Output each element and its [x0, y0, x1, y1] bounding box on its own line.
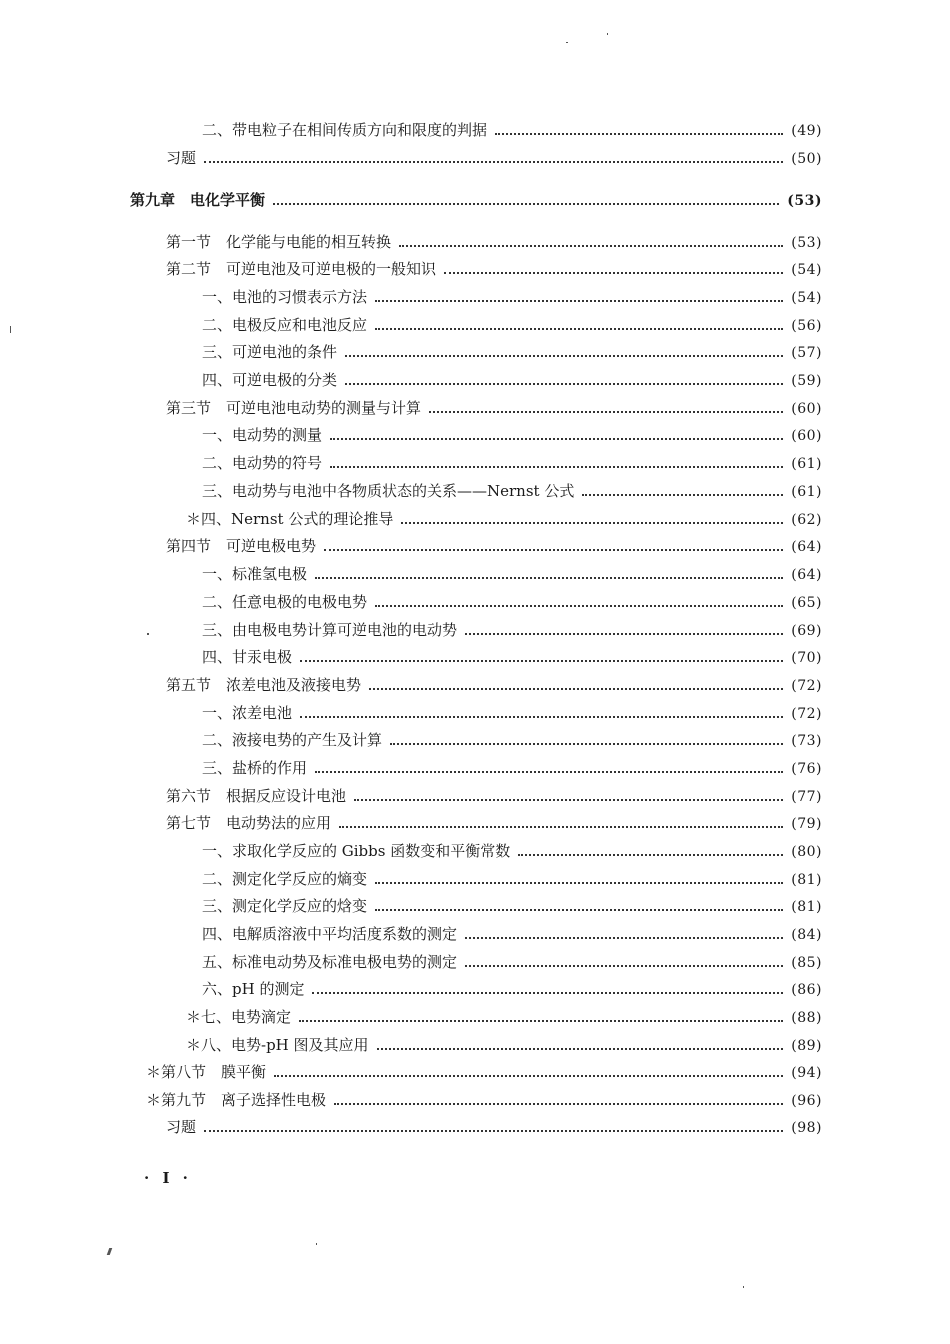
toc-entry-page: (72): [791, 706, 822, 722]
toc-entry-page: (61): [791, 456, 822, 472]
toc-entry-label: 三、由电极电势计算可逆电池的电动势: [202, 621, 458, 639]
toc-entry-label: 第五节 浓差电池及液接电势: [166, 676, 362, 694]
dot-leader: [339, 826, 783, 828]
toc-entry-label: 三、盐桥的作用: [202, 759, 308, 777]
toc-entry-label: ＊第九节 离子选择性电极: [146, 1091, 327, 1109]
dot-leader: [465, 965, 783, 967]
toc-entry-label: 六、pH 的测定: [202, 980, 305, 998]
toc-entry-label: 第六节 根据反应设计电池: [166, 787, 347, 805]
dot-leader: [465, 633, 783, 635]
dot-leader: [300, 716, 783, 718]
toc-entry-label: 第七节 电动势法的应用: [166, 814, 332, 832]
dot-leader: [518, 854, 783, 856]
toc-entry-page: (72): [791, 678, 822, 694]
dot-leader: [274, 1075, 783, 1077]
toc-entry-page: (84): [791, 927, 822, 943]
scan-speck: [743, 1286, 744, 1288]
toc-entry-label: 习题: [166, 149, 197, 167]
toc-entry: [202, 592, 822, 613]
dot-leader: [204, 1130, 783, 1132]
toc-entry-page: (79): [791, 816, 822, 832]
toc-entry-label: 三、电动势与电池中各物质状态的关系——Nernst 公式: [202, 482, 575, 500]
toc-entry-page: (64): [791, 567, 822, 583]
dot-leader: [273, 203, 779, 205]
toc-entry: [202, 370, 822, 391]
toc-entry-page: (49): [791, 123, 822, 139]
dot-leader: [299, 1020, 783, 1022]
toc-entry-page: (88): [791, 1010, 822, 1026]
dot-leader: [204, 161, 783, 163]
toc-entry-label: 二、电极反应和电池反应: [202, 316, 368, 334]
dot-leader: [401, 522, 783, 524]
toc-entry-page: (81): [791, 899, 822, 915]
toc-entry-label: 一、电池的习惯表示方法: [202, 288, 368, 306]
toc-entry: [202, 924, 822, 945]
toc-entry-label: 第三节 可逆电池电动势的测量与计算: [166, 399, 422, 417]
toc-entry: [166, 786, 822, 807]
toc-entry-page: (94): [791, 1065, 822, 1081]
dot-leader: [300, 660, 783, 662]
dot-leader: [375, 300, 783, 302]
toc-entry-page: (65): [791, 595, 822, 611]
toc-entry-label: 四、电解质溶液中平均活度系数的测定: [202, 925, 458, 943]
toc-entry-label: 第四节 可逆电极电势: [166, 537, 317, 555]
toc-entry-page: (89): [791, 1038, 822, 1054]
dot-leader: [444, 272, 783, 274]
scan-speck: [566, 42, 568, 43]
toc-entry: [166, 813, 822, 834]
toc-entry: [202, 647, 822, 668]
dot-leader: [375, 328, 783, 330]
toc-entry-label: 四、甘汞电极: [202, 648, 293, 666]
dot-leader: [369, 688, 783, 690]
toc-entry: [202, 120, 822, 141]
scan-speck: [147, 633, 149, 635]
toc-entry: [202, 564, 822, 585]
dot-leader: [345, 355, 783, 357]
toc-entry-label: 一、浓差电池: [202, 704, 293, 722]
toc-entry-label: 第九章 电化学平衡: [130, 191, 266, 209]
dot-leader: [330, 438, 783, 440]
toc-entry-label: 第一节 化学能与电能的相互转换: [166, 233, 392, 251]
toc-entry-label: 三、测定化学反应的焓变: [202, 897, 368, 915]
toc-entry-label: 三、可逆电池的条件: [202, 343, 338, 361]
toc-entry-page: (59): [791, 373, 822, 389]
toc-entry-page: (70): [791, 650, 822, 666]
toc-entry: [166, 675, 822, 696]
page-number: · I ·: [144, 1169, 192, 1187]
toc-entry-label: 一、求取化学反应的 Gibbs 函数变和平衡常数: [202, 842, 511, 860]
toc-entry-label: 一、标准氢电极: [202, 565, 308, 583]
dot-leader: [334, 1103, 783, 1105]
toc-entry: [166, 1117, 822, 1138]
toc-entry-label: 二、测定化学反应的熵变: [202, 870, 368, 888]
dot-leader: [315, 771, 783, 773]
toc-entry-label: ＊八、电势-pH 图及其应用: [186, 1036, 369, 1054]
toc-entry-page: (96): [791, 1093, 822, 1109]
toc-entry: [202, 730, 822, 751]
toc-entry: [202, 896, 822, 917]
toc-chapter: [130, 190, 822, 211]
toc-entry-label: 二、电动势的符号: [202, 454, 323, 472]
dot-leader: [315, 577, 783, 579]
toc-entry-page: (85): [791, 955, 822, 971]
toc-entry: [146, 1090, 822, 1111]
toc-entry-page: (76): [791, 761, 822, 777]
toc-entry: [202, 703, 822, 724]
toc-entry-page: (60): [791, 401, 822, 417]
toc-entry: [202, 453, 822, 474]
toc-entry: [202, 342, 822, 363]
toc-entry-page: (53): [787, 193, 822, 209]
dot-leader: [354, 799, 783, 801]
scan-speck: [607, 33, 608, 35]
dot-leader: [375, 605, 783, 607]
dot-leader: [312, 992, 783, 994]
toc-entry: [166, 232, 822, 253]
toc-entry-label: 第二节 可逆电池及可逆电极的一般知识: [166, 260, 437, 278]
dot-leader: [465, 937, 783, 939]
toc-entry-page: (64): [791, 539, 822, 555]
toc-entry-page: (54): [791, 290, 822, 306]
toc-entry-page: (50): [791, 151, 822, 167]
toc-entry-label: 四、可逆电极的分类: [202, 371, 338, 389]
dot-leader: [375, 882, 783, 884]
toc-entry: [146, 1062, 822, 1083]
toc-entry: [166, 148, 822, 169]
toc-entry: [202, 841, 822, 862]
toc-entry-page: (61): [791, 484, 822, 500]
toc-entry: [202, 758, 822, 779]
toc-entry-label: ＊四、Nernst 公式的理论推导: [186, 510, 394, 528]
dot-leader: [390, 743, 783, 745]
dot-leader: [582, 494, 783, 496]
toc-entry-label: 二、带电粒子在相间传质方向和限度的判据: [202, 121, 488, 139]
toc-entry: [202, 315, 822, 336]
toc-entry: [202, 425, 822, 446]
toc-entry-label: ＊七、电势滴定: [186, 1008, 292, 1026]
toc-entry: [166, 398, 822, 419]
toc-entry-label: 习题: [166, 1118, 197, 1136]
toc-entry-label: 二、液接电势的产生及计算: [202, 731, 383, 749]
dot-leader: [399, 245, 783, 247]
toc-entry-label: 五、标准电动势及标准电极电势的测定: [202, 953, 458, 971]
toc-entry-label: 二、任意电极的电极电势: [202, 593, 368, 611]
toc-entry-page: (60): [791, 428, 822, 444]
scan-speck: [107, 1248, 113, 1255]
toc-entry-page: (80): [791, 844, 822, 860]
toc-entry-page: (69): [791, 623, 822, 639]
dot-leader: [429, 411, 783, 413]
toc-entry-label: 一、电动势的测量: [202, 426, 323, 444]
toc-entry: [166, 259, 822, 280]
toc-entry-page: (57): [791, 345, 822, 361]
toc-entry: [186, 1007, 822, 1028]
toc-entry-label: ＊第八节 膜平衡: [146, 1063, 267, 1081]
toc-entry-page: (62): [791, 512, 822, 528]
dot-leader: [377, 1048, 784, 1050]
toc-entry-page: (86): [791, 982, 822, 998]
dot-leader: [345, 383, 783, 385]
toc-entry: [202, 287, 822, 308]
toc-entry: [186, 1035, 822, 1056]
toc-entry-page: (98): [791, 1120, 822, 1136]
toc-entry: [166, 536, 822, 557]
toc-entry: [202, 481, 822, 502]
dot-leader: [495, 133, 783, 135]
toc-entry: [202, 952, 822, 973]
scan-speck: [10, 326, 11, 333]
toc-entry: [202, 869, 822, 890]
toc-entry-page: (81): [791, 872, 822, 888]
scan-speck: [316, 1243, 317, 1245]
toc-entry-page: (73): [791, 733, 822, 749]
dot-leader: [324, 549, 783, 551]
dot-leader: [330, 466, 783, 468]
dot-leader: [375, 909, 783, 911]
toc-entry: [186, 509, 822, 530]
toc-entry-page: (53): [791, 235, 822, 251]
toc-entry: [202, 620, 822, 641]
toc-entry: [202, 979, 822, 1000]
toc-entry-page: (54): [791, 262, 822, 278]
toc-entry-page: (56): [791, 318, 822, 334]
toc-entry-page: (77): [791, 789, 822, 805]
